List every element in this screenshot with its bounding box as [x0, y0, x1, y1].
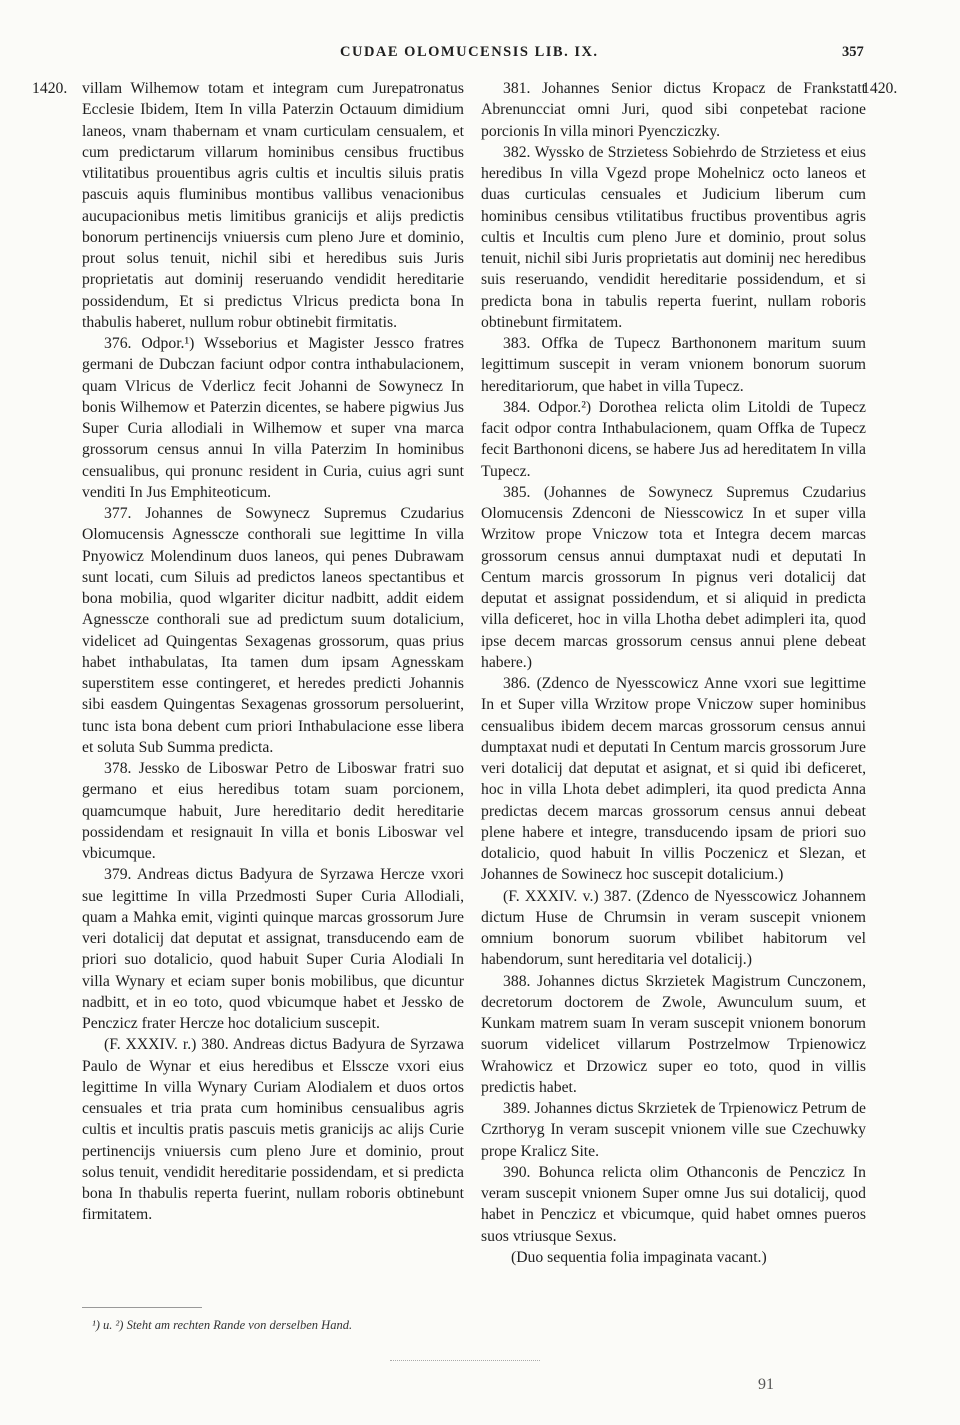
closing-note: (Duo sequentia folia impaginata vacant.) [511, 1248, 767, 1266]
paragraph: 386. (Zdenco de Nyesscowicz Anne vxori sue legittime In et Super villa Wrzitow prope Vniczow super hominibus censualibus ibidem decem marcas grossorum census annui dumptaxat nudi et deputati In Centum marcis grossorum Jure veri dotalicij dat deputat et asignat, et si quid ibi deficeret, hoc in villa Lhota debet adimpleri, ita quod predicta Anna predictas decem marcas grossorum census annui debeat plene habere et integre, transducendo ipsam de priori suo dotalicio, quod habuit In villis Poczenicz et Slezan, et Johannes de Sowinecz hoc suscepit dotalicium.) [481, 675, 866, 884]
paragraph: 376. Odpor.¹) Wsseborius et Magister Jessco fratres germani de Dubczan faciunt odpor contra inthabulacionem, quam Vlricus de Vderlicz fecit Johanni de Sowynecz In bonis Wilhemow et Paterzin dicentes, se habere pigwius Jus Super Curia allodiali in Wilhemow et super vna marca grossorum census annui In villa Paterzim In hominibus censualibus, qui pronunc resident in Curia, cuius agri sunt venditi In Jus Emphiteoticum. [82, 335, 464, 501]
running-head: CUDAE OLOMUCENSIS LIB. IX. [340, 44, 599, 60]
paragraph: 390. Bohunca relicta olim Othanconis de Penczicz In veram suscepit vnionem Super omne Jus sui dotalicij, quod habet in Penczicz et vbicumque, quid habet omnes pueros suos vtriusque Sexus. [481, 1163, 866, 1245]
divider [390, 1360, 540, 1361]
left-column [82, 78, 464, 1226]
paragraph: 377. Johannes de Sowynecz Supremus Czudarius Olomucensis Agnessczе conthorali sue legittime In villa Pnyowicz Molendinum duos laneos, qui penes Dubrawam sunt locati, cum Siluis ad predictos laneos spectantibus et bona mobilia, quod wlgariter dicitur nadbitt, addit eidem Agnessczе conthorali sue ad predictum suum dotalicium, videlicet ad Quingentas Sexagenas grossorum, quas prius habet inthabulatas, Ita tamen dum ipsam Agnesskam superstitem esse contingeret, et heredes predicti Johannis sibi easdem Quingentas Sexagenas grossorum persoluerint, tunc ista bona debent cum priori Inthabulacione esse libera et soluta Sub Summa predicta. [82, 505, 464, 756]
paragraph: (F. XXXIV. v.) 387. (Zdenco de Nyesscowicz Johannem dictum Huse de Chrumsin in veram suscepit vnionem omnium bonorum suorum vbilibet habitorum vel habendorum, sunt hereditaria vel dotalicij.) [481, 887, 866, 969]
paragraph: 379. Andreas dictus Badyura de Syrzawa Hercze vxori sue legittime In villa Przedmosti Super Curia Allodiali, quam a Mahka emit, viginti quinque marcas grossorum Jure veri dotalicij dat deputat et assignat, transducendo eam de priori suo dotalicio, quod habuit Super Curia Alodiali In villa Wynary et eciam super bonis mobilibus, que dicuntur nadbitt, et in eo toto, quod vbicumque habet et Jessko de Penczicz frater Hercze hoc dotalicium suscepit. [82, 866, 464, 1032]
margin-year-right: 1420. [862, 80, 898, 97]
paragraph: 383. Offka de Tupecz Barthononem maritum suum legittimum suscepit in veram vnionem bonorum suorum hereditariorum, que habet in villa Tupecz. [481, 335, 866, 395]
paragraph: 384. Odpor.²) Dorothea relicta olim Litoldi de Tupecz facit odpor contra Inthabulacionem, quam Offka de Tupecz fecit Barthononi dicens, se habere Jus ad hereditatem In villa Tupecz. [481, 398, 866, 480]
page-number: 357 [842, 44, 864, 60]
paragraph: 381. Johannes Senior dictus Kropacz de Frankstatt Abrenuncciat omni Juri, quod sibi conpetebat racione porcionis In villa minori Pyencziczky. [481, 80, 866, 140]
paragraph: villam Wilhemow totam et integram cum Jurepatronatus Ecclesie Ibidem, Item In villa Paterzin Octauum dimidium laneos, vnam thabernam et vnam curticulam censualem, et cum predictarum villarum hominibus censibus fructibus vtilitatibus prouentibus agris cultis et incultis siluis pratis pascuis aquis fluminibus montibus vallibus venacionibus aucupacionibus metis limitibus granicijs et alijs predictis bonorum pertinencijs vniuersis cum pleno Jure et dominio, prout solus tenuit, nichil sibi et heredibus suis Juris proprietatis aut dominij reseruando vendidit hereditarie possidendum, Et si predictus Vlricus predicta bona In thabulis haberet, nullum robur obtinebit firmitatis. [82, 80, 464, 331]
paragraph: 389. Johannes dictus Skrzietek de Trpienowicz Petrum de Czrthoryg In veram suscepit vnionem ville sue Czechuwky prope Kralicz Site. [481, 1100, 866, 1160]
paragraph: 388. Johannes dictus Skrzietek Magistrum Cunczonem, decretorum doctorem de Zwole, Awunculum suum, et Kunkam matrem suam In veram suscepit vnionem bonorum suorum videlicet villarum Postrzelmow Trpienowicz Wrahowicz et Drzowicz super eo toto, quod in villis predictis habet. [481, 972, 866, 1096]
sheet-number: 91 [758, 1376, 774, 1393]
margin-year-left: 1420. [32, 80, 68, 97]
paragraph: 385. (Johannes de Sowynecz Supremus Czudarius Olomucensis Zdenconi de Niesscowicz In et super villa Wrzitow prope Vniczow tota et Integra decem marcas grossorum census annui dumptaxat nudi et deputati In Centum marcis grossorum In pignus veri dotalicij dat deputat et assignat possidendum, et si aliquid in predicta villa deficeret, hoc in villa Lhotha debet adimpleri ita, quod ipse decem marcas grossorum census annui plene debeat habere.) [481, 483, 866, 671]
paragraph: (F. XXXIV. r.) 380. Andreas dictus Badyura de Syrzawa Paulo de Wynar et eius heredibus et Elsscze vxori eius legittime In villa Wynary Curiam Alodialem et duos ortos censuales et tria prata cum hominibus censualibus agris cultis et incultis pratis pascuis metis granicijs ac alijs Curie pertinencijs vniuersis cum pleno Jure et dominio, prout solus tenuit, vendidit hereditarie possidendam, et si predicta bona In thabulis reperta fuerint, nullam roboris obtinebunt firmitatem. [82, 1036, 464, 1224]
right-column [481, 78, 866, 1268]
paragraph: 382. Wyssko de Strzietess Sobiehrdo de Strzietess et eius heredibus In villa Vgezd prope Mohelnicz octo laneos et duas curticulas censuales et Judicium liberum cum hominibus censibus vtilitatibus fructibus proventibus agris cultis et Incultis cum pleno Jure et dominio, prout solus tenuit, nichil sibi Juris proprietatis aut dominij nec heredibus suis reseruando, vendidit hereditarie possidendum, et si predicta bona in tabulis reperta fuerint, nullam roboris obtinebunt firmitatem. [481, 143, 866, 331]
footnote-rule [82, 1307, 202, 1308]
page-header [0, 44, 960, 68]
paragraph: 378. Jessko de Liboswar Petro de Liboswar fratri suo germano et eius heredibus totam suam porcionem, quamcumque habuit, Jure hereditario dedit hereditarie possidendam et resignauit In villa et bonis Liboswar vel vbicumque. [82, 760, 464, 862]
footnote: ¹) u. ²) Steht am rechten Rande von derselben Hand. [92, 1318, 353, 1332]
